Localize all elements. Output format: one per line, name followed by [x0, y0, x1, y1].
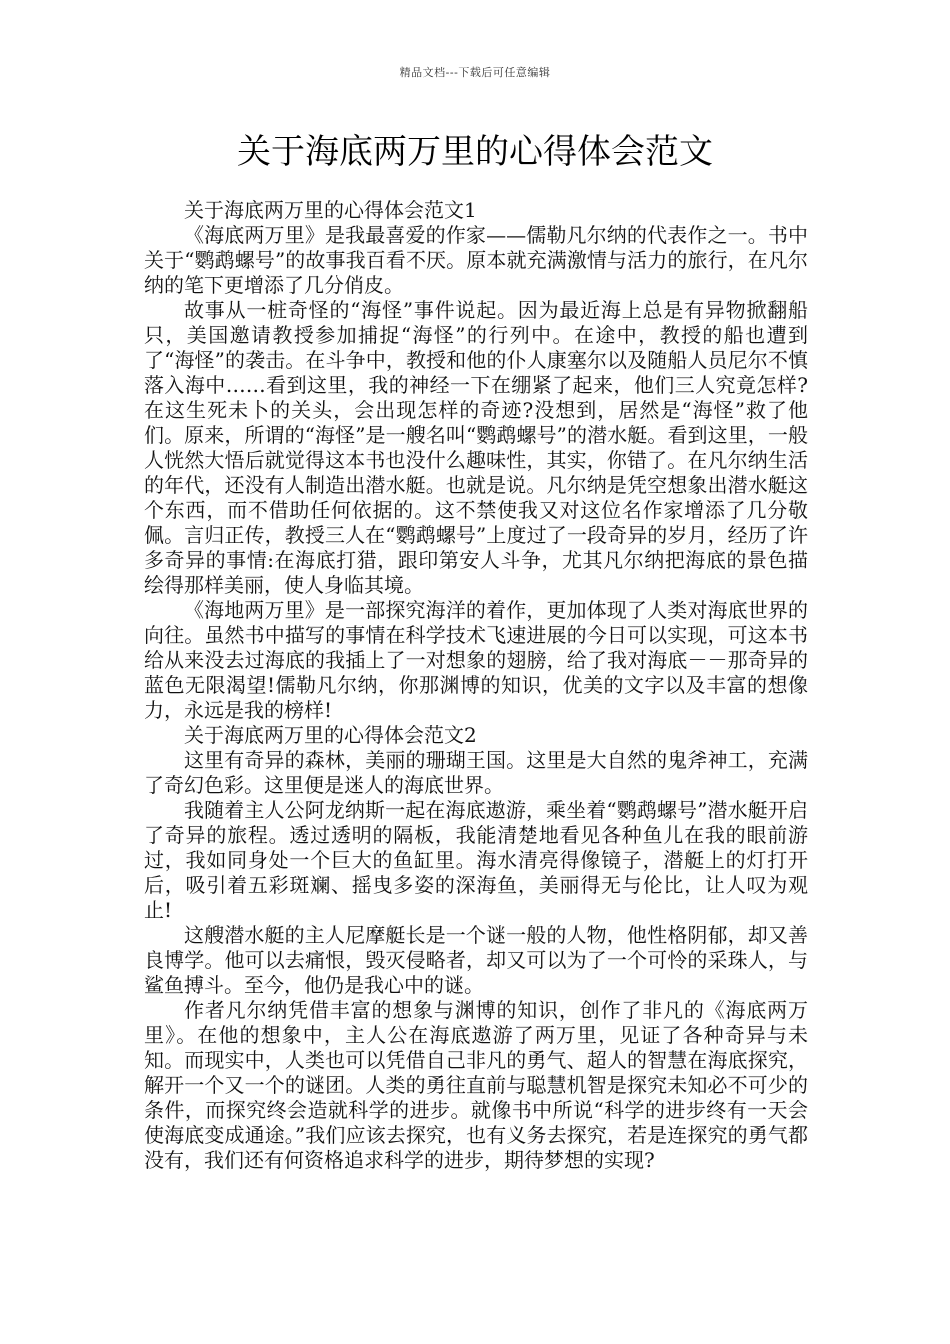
paragraph: 《海地两万里》是一部探究海洋的着作，更加体现了人类对海底世界的向往。虽然书中描写的事情在科学技术飞速进展的今日可以实现，可这本书给从来没去过海底的我插上了一对想象的翅膀，给了我对海底－－那奇异的蓝色无限渴望!儒勒凡尔纳，你那渊博的知识，优美的文字以及丰富的想像力，永远是我的榜样! [144, 598, 808, 722]
paragraph: 《海底两万里》是我最喜爱的作家——儒勒凡尔纳的代表作之一。书中关于“鹦鹉螺号”的故事我百看不厌。原本就充满激情与活力的旅行，在凡尔纳的笔下更增添了几分俏皮。 [144, 223, 808, 297]
paragraph: 这艘潜水艇的主人尼摩艇长是一个谜一般的人物，他性格阴郁，却又善良博学。他可以去痛恨，毁灭侵略者，却又可以为了一个可怜的采珠人，与鲨鱼搏斗。至今，他仍是我心中的谜。 [144, 923, 808, 997]
document-body [144, 198, 808, 1173]
paragraph: 这里有奇异的森林，美丽的珊瑚王国。这里是大自然的鬼斧神工，充满了奇幻色彩。这里便是迷人的海底世界。 [144, 748, 808, 797]
paragraph: 故事从一桩奇怪的“海怪”事件说起。因为最近海上总是有异物掀翻船只，美国邀请教授参加捕捉“海怪”的行列中。在途中，教授的船也遭到了“海怪”的袭击。在斗争中，教授和他的仆人康塞尔以及随船人员尼尔不慎落入海中……看到这里，我的神经一下在绷紧了起来，他们三人究竟怎样?在这生死未卜的关头，会出现怎样的奇迹?没想到，居然是“海怪”救了他们。原来，所谓的“海怪”是一艘名叫“鹦鹉螺号”的潜水艇。看到这里，一般人恍然大悟后就觉得这本书也没什么趣味性，其实，你错了。在凡尔纳生活的年代，还没有人制造出潜水艇。也就是说。凡尔纳是凭空想象出潜水艇这个东西，而不借助任何依据的。这不禁使我又对这位名作家增添了几分敬佩。言归正传，教授三人在“鹦鹉螺号”上度过了一段奇异的岁月，经历了许多奇异的事情:在海底打猎，跟印第安人斗争，尤其凡尔纳把海底的景色描绘得那样美丽，使人身临其境。 [144, 298, 808, 597]
paragraph: 作者凡尔纳凭借丰富的想象与渊博的知识，创作了非凡的《海底两万里》。在他的想象中，主人公在海底遨游了两万里，见证了各种奇异与未知。而现实中，人类也可以凭借自己非凡的勇气、超人的智慧在海底探究，解开一个又一个的谜团。人类的勇往直前与聪慧机智是探究未知必不可少的条件，而探究终会造就科学的进步。就像书中所说“科学的进步终有一天会使海底变成通途。”我们应该去探究，也有义务去探究，若是连探究的勇气都没有，我们还有何资格追求科学的进步，期待梦想的实现? [144, 998, 808, 1172]
section-heading-1: 关于海底两万里的心得体会范文1 [184, 198, 477, 222]
document-title: 关于海底两万里的心得体会范文 [237, 132, 713, 172]
header-note: 精品文档---下载后可任意编辑 [399, 66, 551, 79]
paragraph: 我随着主人公阿龙纳斯一起在海底遨游，乘坐着“鹦鹉螺号”潜水艇开启了奇异的旅程。透过透明的隔板，我能清楚地看见各种鱼儿在我的眼前游过，我如同身处一个巨大的鱼缸里。海水清亮得像镜子，潜艇上的灯打开后，吸引着五彩斑斓、摇曳多姿的深海鱼，美丽得无与伦比，让人叹为观止! [144, 798, 808, 922]
section-heading-2: 关于海底两万里的心得体会范文2 [184, 723, 477, 747]
